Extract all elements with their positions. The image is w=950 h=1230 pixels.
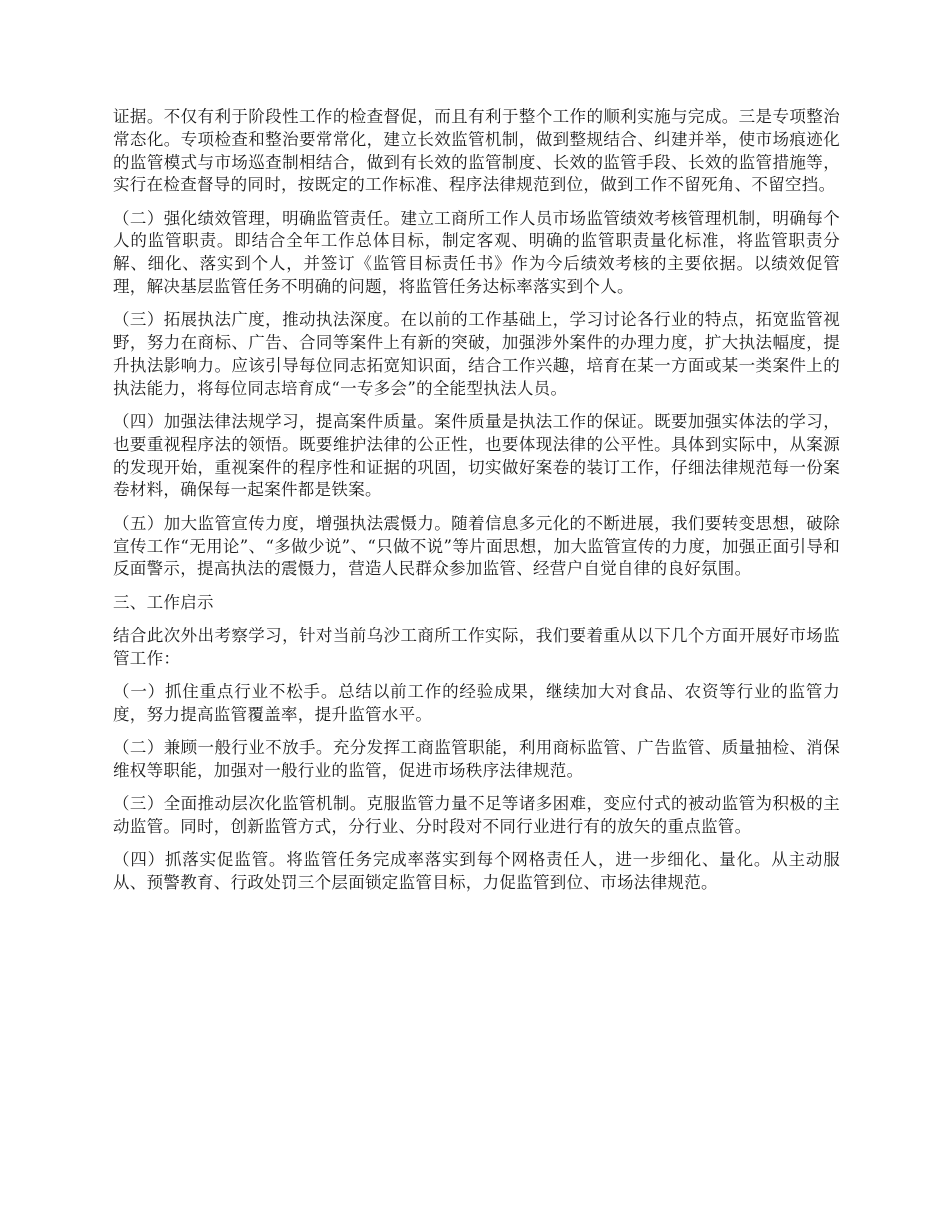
document-body (113, 106, 840, 905)
paragraph-intro: 结合此次外出考察学习，针对当前乌沙工商所工作实际，我们要着重从以下几个方面开展好市场监管工作： (113, 625, 840, 668)
paragraph-key-industries: （一）抓住重点行业不松手。总结以前工作的经验成果，继续加大对食品、农资等行业的监管力度，努力提高监管覆盖率，提升监管水平。 (113, 682, 840, 724)
paragraph-publicity: （五）加大监管宣传力度，增强执法震慑力。随着信息多元化的不断进展，我们要转变思想，破除宣传工作“无用论”、“多做少说”、“只做不说”等片面思想，加大监管宣传的力度，加强正面引导和反面警示，提高执法的震慑力，营造人民群众参加监管、经营户自觉自律的良好氛围。 (113, 513, 840, 579)
paragraph-continuation: 证据。不仅有利于阶段性工作的检查督促，而且有利于整个工作的顺利实施与完成。三是专项整治常态化。专项检查和整治要常常化，建立长效监管机制，做到整规结合、纠建并举，使市场痕迹化的监管模式与市场巡查制相结合，做到有长效的监管制度、长效的监管手段、长效的监管措施等，实行在检查督导的同时，按既定的工作标准、程序法律规范到位，做到工作不留死角、不留空挡。 (113, 107, 840, 195)
paragraph-enforcement-scope: （三）拓展执法广度，推动执法深度。在以前的工作基础上，学习讨论各行业的特点，拓宽监管视野，努力在商标、广告、合同等案件上有新的突破，加强涉外案件的办理力度，扩大执法幅度，提升执法影响力。应该引导每位同志拓宽知识面，结合工作兴趣，培育在某一方面或某一类案件上的执法能力，将每位同志培育成“一专多会”的全能型执法人员。 (113, 310, 840, 398)
paragraph-general-industries: （二）兼顾一般行业不放手。充分发挥工商监管职能，利用商标监管、广告监管、质量抽检、消保维权等职能，加强对一般行业的监管，促进市场秩序法律规范。 (113, 738, 840, 780)
paragraph-layered-mechanism: （三）全面推动层次化监管机制。克服监管力量不足等诸多困难，变应付式的被动监管为积极的主动监管。同时，创新监管方式，分行业、分时段对不同行业进行有的放矢的重点监管。 (113, 794, 840, 837)
paragraph-performance-management: （二）强化绩效管理，明确监管责任。建立工商所工作人员市场监管绩效考核管理机制，明确每个人的监管职责。即结合全年工作总体目标，制定客观、明确的监管职责量化标准，将监管职责分解、细化、落实到个人，并签订《监管目标责任书》作为今后绩效考核的主要依据。以绩效促管理，解决基层监管任务不明确的问题，将监管任务达标率落实到个人。 (113, 208, 840, 297)
paragraph-law-study: （四）加强法律法规学习，提高案件质量。案件质量是执法工作的保证。既要加强实体法的学习，也要重视程序法的领悟。既要维护法律的公正性，也要体现法律的公平性。具体到实际中，从案源的发现开始，重视案件的程序性和证据的巩固，切实做好案卷的装订工作，仔细法律规范每一份案卷材料，确保每一起案件都是铁案。 (113, 412, 840, 500)
paragraph-implementation: （四）抓落实促监管。将监管任务完成率落实到每个网格责任人，进一步细化、量化。从主动服从、预警教育、行政处罚三个层面锁定监管目标，力促监管到位、市场法律规范。 (113, 850, 840, 893)
section-heading-work-insights: 三、工作启示 (113, 592, 214, 612)
